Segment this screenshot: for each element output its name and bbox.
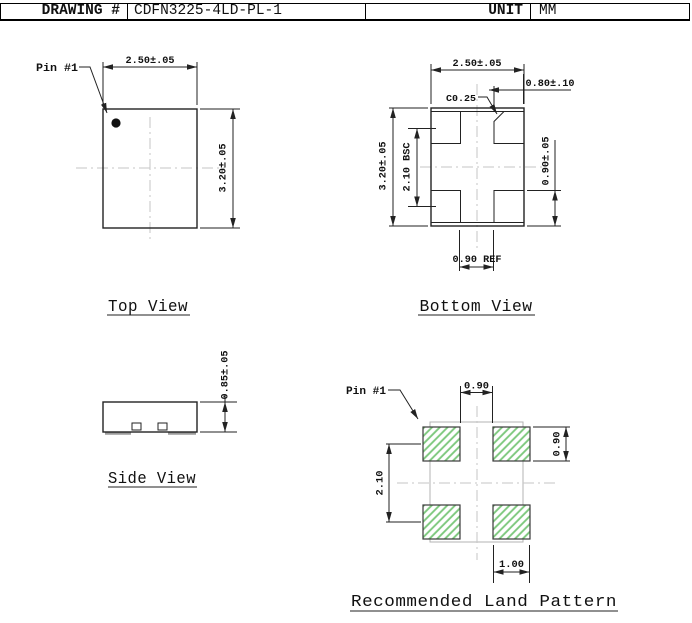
drawing-number-label: DRAWING # bbox=[1, 4, 128, 19]
top-view-height-dimension: 3.20±.05 bbox=[218, 144, 230, 193]
terminal-pad-1-chamfered bbox=[494, 112, 524, 144]
side-view bbox=[103, 351, 237, 490]
terminal-pad-2 bbox=[431, 112, 461, 144]
top-view-title: Top View bbox=[108, 298, 189, 317]
pin1-leader-arrow bbox=[388, 390, 418, 419]
bottom-view-title: Bottom View bbox=[419, 298, 533, 317]
bottom-view-pad-length-dimension: 0.80±.10 bbox=[525, 79, 575, 90]
top-view bbox=[36, 56, 240, 317]
top-view-width-dimension: 2.50±.05 bbox=[125, 56, 175, 67]
side-view-title: Side View bbox=[108, 470, 197, 489]
land-pattern bbox=[346, 382, 618, 613]
bottom-view-pad-height-dimension: 0.90±.05 bbox=[541, 137, 553, 186]
unit-value: MM bbox=[539, 4, 557, 19]
land-pattern-pin1-label: Pin #1 bbox=[346, 386, 387, 398]
land-pad-3 bbox=[423, 505, 460, 539]
side-view-terminal bbox=[158, 423, 167, 430]
side-view-terminal bbox=[132, 423, 141, 430]
land-pattern-gap-dimension: 0.90 bbox=[464, 381, 489, 393]
side-view-body-outline bbox=[103, 402, 197, 432]
bottom-view bbox=[379, 59, 575, 317]
land-pad-4 bbox=[493, 505, 530, 539]
land-pad-2 bbox=[493, 427, 530, 461]
chamfer-callout: C0.25 bbox=[446, 93, 477, 104]
land-pattern-pitch-dimension: 2.10 bbox=[375, 471, 387, 496]
bottom-view-gap-dimension: 0.90 REF bbox=[452, 255, 502, 266]
bottom-view-height-dimension: 3.20±.05 bbox=[378, 142, 390, 191]
bottom-view-pitch-dimension: 2.10 BSC bbox=[402, 143, 414, 192]
drawing-number-value: CDFN3225-4LD-PL-1 bbox=[128, 4, 366, 19]
land-pattern-title: Recommended Land Pattern bbox=[351, 593, 617, 612]
terminal-pad-4 bbox=[494, 191, 524, 223]
top-view-pin1-label: Pin #1 bbox=[36, 63, 79, 75]
pin1-dot bbox=[111, 118, 120, 127]
land-pad-1 bbox=[423, 427, 460, 461]
bottom-view-width-dimension: 2.50±.05 bbox=[452, 59, 502, 70]
land-pattern-pad-width-dimension: 1.00 bbox=[499, 560, 524, 571]
unit-label: UNIT bbox=[366, 4, 531, 19]
side-view-height-dimension: 0.85±.05 bbox=[220, 351, 232, 400]
land-pattern-pad-height-dimension: 0.90 bbox=[552, 432, 564, 457]
